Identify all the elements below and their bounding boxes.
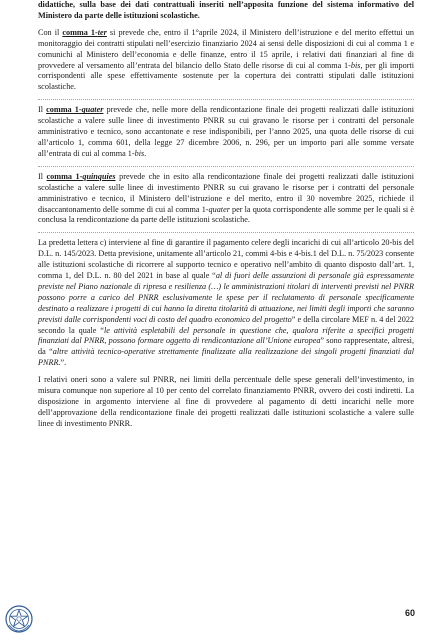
text-run: comma 1- (62, 27, 98, 37)
paragraph-p0 (38, 0, 414, 22)
text-run: ” e della circolare MEF n. 4 del 2022 secondo la quale “ (38, 314, 415, 335)
text-run: per la quota corrispondente alle somme per le quali si è conclusa la rendicontazione da parte delle istituzioni scolastiche. (38, 204, 414, 225)
paragraph-p2 (38, 105, 414, 160)
paragraph-separator (38, 232, 414, 234)
paragraph-separator (38, 99, 414, 101)
text-run: . (144, 148, 147, 158)
text-run: comma 1- (46, 171, 83, 181)
text-run: Il (38, 105, 47, 115)
text-run: quinquies (82, 171, 116, 181)
paragraph-list (38, 0, 414, 430)
text-run: didattiche, sulla base dei dati contrattuali inseriti nell’apposita funzione del sistema informativo del Ministero da parte delle istituzioni scolastiche. (38, 0, 414, 20)
text-run: altre attività tecnico-operative strettamente finalizzate alla realizzazione dei singoli progetti finanziati dal PNRR. (38, 347, 414, 368)
text-run: La predetta lettera c) interviene al fine di garantire il pagamento celere degli incarichi di cui all’articolo 20-bis del D.L. n. 145/2023. Detta previsione, unitamente all’articolo 21, commi 4-bis e 4-bis.1 del D.L. n. 75/2023 consente alle istituzioni scolastiche di ricorrere al supporto tecnico e operativo nell’ambito di quanto disposto dall’art. 1, comma 1, del D.L. n. 80 del 2021 in base al quale “ (38, 238, 414, 281)
paragraph-p5 (38, 375, 414, 430)
republic-emblem-icon (4, 604, 34, 634)
text-run: comma 1- (46, 105, 82, 115)
text-run: bis (350, 60, 361, 70)
text-run: quater (81, 105, 104, 115)
text-run: al di fuori delle assunzioni di personale già espressamente previste nel Piano nazionale di ripresa e resilienza (…) le amministrazioni titolari di interventi previsti nel PNRR possono porre a carico del PNRR esclusivamente le spese per il reclutamento di personale specificamente destinato a realizzare i progetti di cui hanno la diretta titolarità di attuazione, nei limiti degli importi che saranno previsti dalle corrispondenti voci di costo del quadro economico del progetto (38, 271, 414, 324)
text-run: ter (97, 27, 107, 37)
paragraph-p4 (38, 238, 414, 369)
paragraph-p3 (38, 172, 414, 227)
text-run: quater (208, 204, 230, 214)
paragraph-separator (38, 166, 414, 168)
text-run: I relativi oneri sono a valere sul PNRR, nei limiti della percentuale delle spese generali dell’investimento, in misura comunque non superiore al 10 per cento del correlato finanziamento PNRR, ovvero dei costi indiretti. La disposizione in argomento interviene al fine di provvedere al pagamento di detti incarichi nelle more dell’approvazione della rendicontazione finale dei progetti realizzati dalle istituzioni scolastiche a valere sulle linee di investimento PNRR. (38, 375, 414, 428)
text-run: prevede che in esito alla rendicontazione finale dei progetti realizzati dalle istituzioni scolastiche a valere sulle linee di investimento PNRR su cui gravano le risorse per i contratti del personale amministrativo e tecnico, il Ministero dell’istruzione e del merito, entro il 30 novembre 2025, richiede il disaccantonamento delle somme di cui al comma 1- (38, 171, 414, 214)
text-run: ” sono rappresentate, altresì, da “ (38, 336, 415, 357)
text-run: Il (38, 171, 47, 181)
page-number: 60 (404, 608, 415, 618)
paragraph-p1 (38, 28, 414, 93)
text-run: Con il (38, 27, 63, 37)
text-run: bis (134, 148, 145, 158)
text-run: ”. (60, 358, 67, 368)
text-run: le attività espletabili del personale in questione che, qualora riferite a specifici progetti finanziati dal PNRR, possono formare oggetto di rendicontazione all’Unione europea (38, 325, 414, 346)
text-run: si prevede che, entro il 1°aprile 2024, il Ministero dell’istruzione e del merito effettui un monitoraggio dei contratti stipulati nell’esercizio finanziario 2024 ai sensi delle disposizioni di cui al comma 1 e comunichi al Ministero dell’economia e delle finanze, entro il 15 aprile, i relativi dati finanziari al fine di provvedere al versamento all’entrata del bilancio dello Stato delle risorse di cui al comma 1- (38, 27, 414, 70)
text-run: prevede che, nelle more della rendicontazione finale dei progetti realizzati dalle istituzioni scolastiche a valere sulle linee di investimento PNRR su cui gravano le risorse per i contratti del personale amministrativo e tecnico, sono accantonate e rese indisponibili, per l’anno 2025, una quota delle risorse di cui all’articolo 1, comma 601, della legge 27 dicembre 2006, n. 296, per un importo pari alle somme versate all’entrata di cui al comma 1- (38, 105, 414, 158)
text-run: , per gli importi corrispondenti alle spese effettivamente sostenute per la copertura dei contratti stipulati dalle istituzioni scolastiche. (38, 60, 414, 92)
document-body (38, 0, 414, 436)
